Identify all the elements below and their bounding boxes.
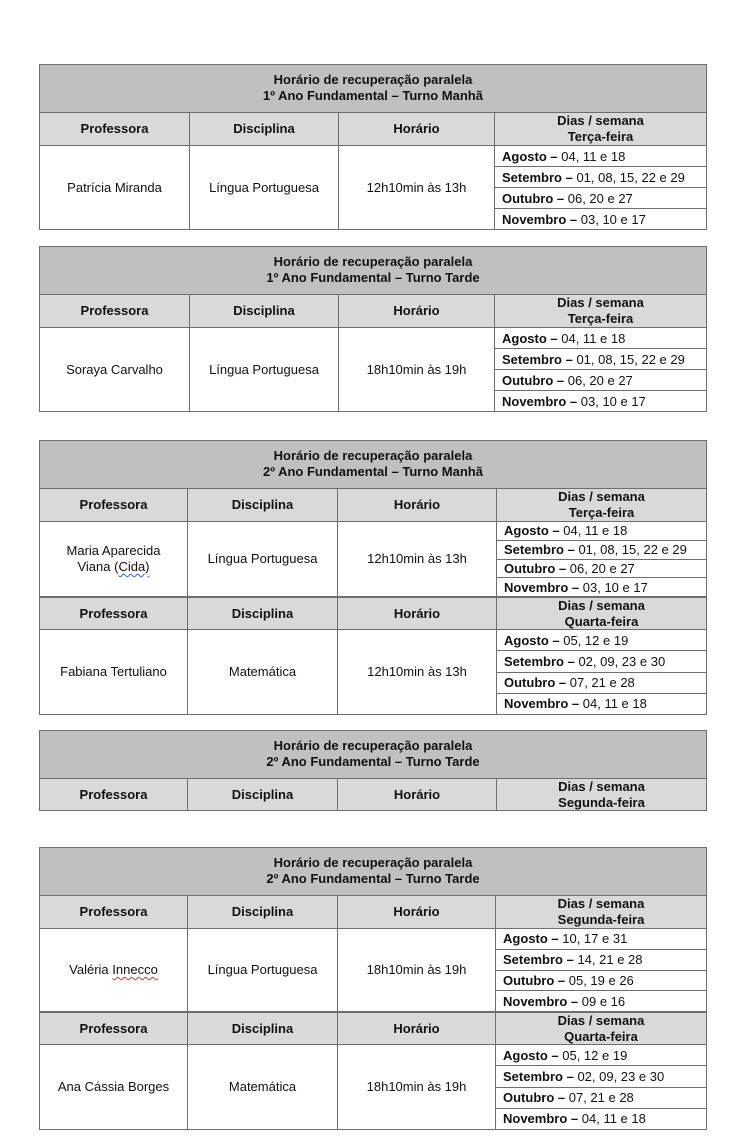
teacher-name: Ana Cássia Borges bbox=[40, 1045, 188, 1129]
header-row bbox=[40, 779, 706, 810]
date-row-setembro: Setembro – 01, 08, 15, 22 e 29 bbox=[495, 349, 706, 370]
time-slot: 12h10min às 13h bbox=[339, 146, 495, 229]
header-horario: Horário bbox=[338, 896, 496, 928]
header-disciplina: Disciplina bbox=[188, 489, 338, 521]
header-weekday: Terça-feira bbox=[568, 505, 635, 520]
subject: Matemática bbox=[188, 1045, 338, 1129]
dates-list bbox=[497, 630, 706, 714]
header-professora: Professora bbox=[40, 598, 188, 629]
header-dias bbox=[496, 1013, 706, 1044]
header-row bbox=[40, 295, 706, 328]
header-row bbox=[40, 113, 706, 146]
table-row bbox=[40, 929, 706, 1012]
teacher-name: Valéria Innecco bbox=[40, 929, 188, 1011]
header-disciplina: Disciplina bbox=[190, 295, 339, 327]
table-title bbox=[40, 848, 706, 896]
date-row-setembro: Setembro – 02, 09, 23 e 30 bbox=[497, 651, 706, 672]
header-dias-label: Dias / semana bbox=[558, 778, 645, 794]
header-horario: Horário bbox=[338, 489, 497, 521]
date-row-novembro: Novembro – 03, 10 e 17 bbox=[502, 211, 646, 227]
dates-list bbox=[496, 1045, 706, 1129]
header-row bbox=[40, 1012, 706, 1045]
header-row bbox=[40, 896, 706, 929]
header-professora: Professora bbox=[40, 1013, 188, 1044]
title-line-1: Horário de recuperação paralela bbox=[273, 855, 473, 870]
dates-list bbox=[495, 146, 706, 229]
title-line-1: Horário de recuperação paralela bbox=[273, 254, 473, 269]
header-weekday: Terça-feira bbox=[567, 129, 634, 144]
header-horario: Horário bbox=[339, 113, 495, 145]
header-professora: Professora bbox=[40, 113, 190, 145]
time-slot: 18h10min às 19h bbox=[338, 1045, 496, 1129]
table-row bbox=[40, 630, 706, 714]
schedule-table-1ano-tarde bbox=[39, 246, 707, 412]
table-title bbox=[40, 731, 706, 779]
header-row bbox=[40, 489, 706, 522]
header-dias-label: Dias / semana bbox=[557, 896, 645, 911]
spellcheck-underline: Innecco bbox=[112, 962, 158, 977]
schedule-table-2ano-manha bbox=[39, 440, 707, 715]
header-disciplina: Disciplina bbox=[190, 113, 339, 145]
header-weekday: Quarta-feira bbox=[564, 1028, 638, 1044]
date-row-outubro: Outubro – 06, 20 e 27 bbox=[495, 370, 706, 391]
teacher-name: Soraya Carvalho bbox=[40, 328, 190, 411]
dates-list bbox=[496, 929, 706, 1011]
time-slot: 18h10min às 19h bbox=[339, 328, 495, 411]
header-disciplina: Disciplina bbox=[188, 598, 338, 629]
dates-list bbox=[497, 522, 706, 596]
date-row-novembro: Novembro – 03, 10 e 17 bbox=[502, 393, 646, 409]
date-row-setembro: Setembro – 14, 21 e 28 bbox=[496, 950, 706, 971]
subject: Língua Portuguesa bbox=[188, 929, 338, 1011]
table-row bbox=[40, 146, 706, 229]
header-professora: Professora bbox=[40, 489, 188, 521]
time-slot: 18h10min às 19h bbox=[338, 929, 496, 1011]
table-title bbox=[40, 65, 706, 113]
schedule-table-2ano-tarde bbox=[39, 847, 707, 1130]
header-horario: Horário bbox=[338, 1013, 496, 1044]
title-line-1: Horário de recuperação paralela bbox=[273, 738, 473, 753]
date-row-outubro: Outubro – 06, 20 e 27 bbox=[495, 188, 706, 209]
date-row-agosto: Agosto – 04, 11 e 18 bbox=[495, 146, 706, 167]
header-dias bbox=[497, 489, 706, 521]
subject: Língua Portuguesa bbox=[188, 522, 338, 596]
date-row-novembro: Novembro – 03, 10 e 17 bbox=[504, 579, 648, 595]
header-weekday: Terça-feira bbox=[567, 311, 634, 326]
date-row-agosto: Agosto – 05, 12 e 19 bbox=[497, 630, 706, 651]
header-weekday: Segunda-feira bbox=[558, 794, 645, 810]
title-line-2: 1º Ano Fundamental – Turno Tarde bbox=[266, 270, 480, 285]
title-line-2: 2º Ano Fundamental – Turno Tarde bbox=[266, 754, 480, 769]
header-horario: Horário bbox=[338, 779, 497, 810]
header-disciplina: Disciplina bbox=[188, 896, 338, 928]
header-disciplina: Disciplina bbox=[188, 779, 338, 810]
title-line-2: 1º Ano Fundamental – Turno Manhã bbox=[263, 88, 483, 103]
time-slot: 12h10min às 13h bbox=[338, 522, 497, 596]
title-line-1: Horário de recuperação paralela bbox=[273, 448, 473, 463]
header-dias-label: Dias / semana bbox=[557, 295, 644, 310]
header-dias bbox=[495, 295, 706, 327]
header-horario: Horário bbox=[339, 295, 495, 327]
date-row-outubro: Outubro – 07, 21 e 28 bbox=[496, 1088, 706, 1109]
time-slot: 12h10min às 13h bbox=[338, 630, 497, 714]
date-row-novembro: Novembro – 09 e 16 bbox=[503, 993, 626, 1009]
date-row-novembro: Novembro – 04, 11 e 18 bbox=[503, 1111, 646, 1127]
date-row-agosto: Agosto – 05, 12 e 19 bbox=[496, 1045, 706, 1066]
header-row bbox=[40, 597, 706, 630]
header-professora: Professora bbox=[40, 295, 190, 327]
date-row-agosto: Agosto – 04, 11 e 18 bbox=[497, 522, 706, 541]
header-dias-label: Dias / semana bbox=[557, 113, 644, 128]
header-horario: Horário bbox=[338, 598, 497, 629]
subject: Língua Portuguesa bbox=[190, 146, 339, 229]
date-row-setembro: Setembro – 01, 08, 15, 22 e 29 bbox=[497, 541, 706, 560]
header-dias-label: Dias / semana bbox=[558, 489, 645, 504]
header-dias bbox=[496, 896, 706, 928]
table-title bbox=[40, 441, 706, 489]
date-row-outubro: Outubro – 05, 19 e 26 bbox=[496, 971, 706, 992]
header-weekday: Quarta-feira bbox=[564, 613, 639, 629]
table-title bbox=[40, 247, 706, 295]
subject: Língua Portuguesa bbox=[190, 328, 339, 411]
teacher-name: Maria Aparecida Viana (Cida) bbox=[40, 522, 188, 596]
date-row-novembro: Novembro – 04, 11 e 18 bbox=[504, 696, 647, 712]
table-row bbox=[40, 328, 706, 411]
header-dias bbox=[497, 598, 706, 629]
date-row-agosto: Agosto – 04, 11 e 18 bbox=[495, 328, 706, 349]
schedule-table-2ano-tarde-empty bbox=[39, 730, 707, 811]
teacher-name: Patrícia Miranda bbox=[40, 146, 190, 229]
header-disciplina: Disciplina bbox=[188, 1013, 338, 1044]
header-dias bbox=[497, 779, 706, 810]
title-line-2: 2º Ano Fundamental – Turno Manhã bbox=[263, 464, 483, 479]
date-row-setembro: Setembro – 01, 08, 15, 22 e 29 bbox=[495, 167, 706, 188]
header-professora: Professora bbox=[40, 779, 188, 810]
table-row bbox=[40, 1045, 706, 1129]
header-professora: Professora bbox=[40, 896, 188, 928]
subject: Matemática bbox=[188, 630, 338, 714]
spellcheck-underline: Cida) bbox=[118, 559, 150, 574]
header-weekday: Segunda-feira bbox=[557, 912, 645, 927]
title-line-2: 2º Ano Fundamental – Turno Tarde bbox=[266, 871, 480, 886]
table-row bbox=[40, 522, 706, 597]
date-row-setembro: Setembro – 02, 09, 23 e 30 bbox=[496, 1066, 706, 1087]
teacher-name: Fabiana Tertuliano bbox=[40, 630, 188, 714]
date-row-outubro: Outubro – 06, 20 e 27 bbox=[497, 560, 706, 579]
header-dias-label: Dias / semana bbox=[557, 1012, 645, 1028]
header-dias-label: Dias / semana bbox=[558, 597, 645, 613]
dates-list bbox=[495, 328, 706, 411]
header-dias bbox=[495, 113, 706, 145]
date-row-agosto: Agosto – 10, 17 e 31 bbox=[496, 929, 706, 950]
schedule-table-1ano-manha bbox=[39, 64, 707, 230]
title-line-1: Horário de recuperação paralela bbox=[273, 72, 473, 87]
date-row-outubro: Outubro – 07, 21 e 28 bbox=[497, 673, 706, 694]
